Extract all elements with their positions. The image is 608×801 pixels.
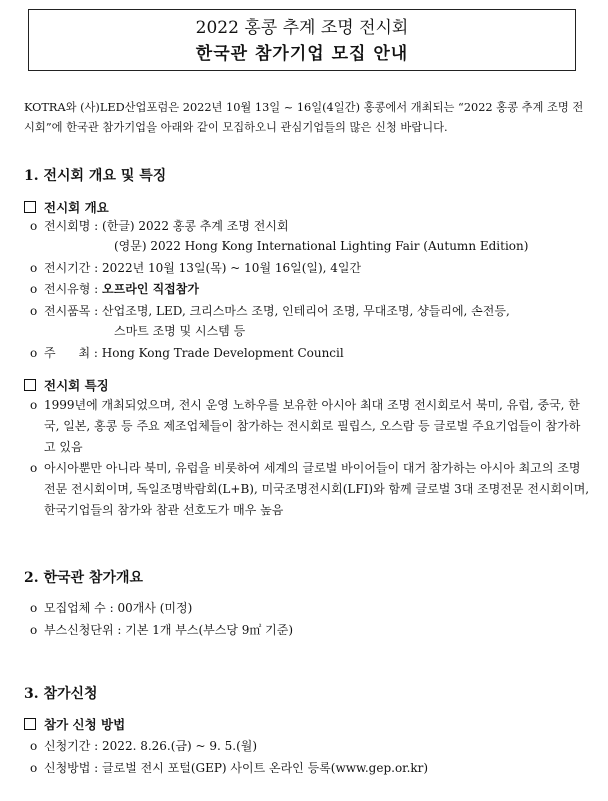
bullet: o xyxy=(30,282,38,296)
exhibition-name-row xyxy=(30,216,289,236)
booth-unit: 부스신청단위 : 기본 1개 부스(부스당 9㎡ 기준) xyxy=(44,623,294,637)
bullet: o xyxy=(30,261,38,275)
section-1-heading: 1. 전시회 개요 및 특징 xyxy=(24,168,167,184)
recruit-count: 모집업체 수 : 00개사 (미정) xyxy=(44,601,193,615)
exhibition-type: 오프라인 직접참가 xyxy=(102,282,199,296)
bullet: o xyxy=(30,304,38,318)
title-line-2: 한국관 참가기업 모집 안내 xyxy=(195,44,409,64)
section-3-heading: 3. 참가신청 xyxy=(24,686,98,702)
exhibition-items-row xyxy=(30,301,510,321)
section-2-heading: 2. 한국관 참가개요 xyxy=(24,570,144,586)
exhibition-name-ko: (한글) 2022 홍콩 추계 조명 전시회 xyxy=(102,219,289,233)
exhibition-period: 2022년 10월 13일(목) ~ 10월 16일(일), 4일간 xyxy=(102,261,362,275)
recruit-count-row xyxy=(30,598,192,618)
bullet: o xyxy=(30,461,38,475)
feature-paragraph-1 xyxy=(30,395,590,458)
exhibition-type-label: 전시유형 : xyxy=(44,282,103,296)
bullet: o xyxy=(30,398,38,412)
exhibition-period-label: 전시기간 : xyxy=(44,261,103,275)
title-box xyxy=(28,9,576,71)
apply-method-row xyxy=(30,758,428,778)
exhibition-name-en: (영문) 2022 Hong Kong International Lighting Fair (Autumn Edition) xyxy=(114,239,529,253)
features-heading-text: 전시회 특징 xyxy=(44,378,109,393)
exhibition-name-label: 전시회명 : xyxy=(44,219,103,233)
bullet: o xyxy=(30,739,38,753)
bullet: o xyxy=(30,346,38,360)
title-line-1: 2022 홍콩 추계 조명 전시회 xyxy=(195,18,409,38)
checkbox-square-icon xyxy=(24,718,36,730)
exhibition-items-line1: 산업조명, LED, 크리스마스 조명, 인테리어 조명, 무대조명, 샹들리에, 손전등, xyxy=(102,304,510,318)
checkbox-square-icon xyxy=(24,201,36,213)
bullet: o xyxy=(30,601,38,615)
feature-paragraph-2 xyxy=(30,458,590,521)
feature-text-2: 아시아뿐만 아니라 북미, 유럽을 비롯하여 세계의 글로벌 바이어들이 대거 참가하는 아시아 최고의 조명전문 전시회이며, 독일조명박람회(L+B), 미국조명전시회(LFI)와 함께 글로벌 3대 조명전문 전시회이며, 한국기업들의 참가와 참관 선호도가 매우 높음 xyxy=(44,461,590,517)
exhibition-type-row xyxy=(30,279,199,299)
apply-method: 신청방법 : 글로벌 전시 포털(GEP) 사이트 온라인 등록(www.gep.or.kr) xyxy=(44,761,429,775)
overview-heading xyxy=(24,198,109,216)
bullet: o xyxy=(30,761,38,775)
feature-text-1: 1999년에 개최되었으며, 전시 운영 노하우를 보유한 아시아 최대 조명 전시회로서 북미, 유럽, 중국, 한국, 일본, 홍콩 등 주요 제조업체들이 참가하는 전시회로 필립스, 오스람 등 글로벌 주요기업들이 참가하고 있음 xyxy=(44,398,581,454)
exhibition-items-line2: 스마트 조명 및 시스템 등 xyxy=(114,324,246,338)
apply-period: 신청기간 : 2022. 8.26.(금) ~ 9. 5.(월) xyxy=(44,739,258,753)
organizer: Hong Kong Trade Development Council xyxy=(101,346,344,360)
features-heading xyxy=(24,376,109,394)
checkbox-square-icon xyxy=(24,379,36,391)
bullet: o xyxy=(30,219,38,233)
intro-paragraph: KOTRA와 (사)LED산업포럼은 2022년 10월 13일 ~ 16일(4일간) 홍콩에서 개최되는 “2022 홍콩 추계 조명 전시회”에 한국관 참가기업을 아래와 같이 모집하오니 관심기업들의 많은 신청 바랍니다. xyxy=(24,101,584,134)
organizer-label: 주 최 : xyxy=(44,346,102,360)
organizer-row xyxy=(30,343,344,363)
exhibition-period-row xyxy=(30,258,361,278)
bullet: o xyxy=(30,623,38,637)
overview-heading-text: 전시회 개요 xyxy=(44,200,109,215)
exhibition-items-label: 전시품목 : xyxy=(44,304,103,318)
apply-method-heading xyxy=(24,715,125,733)
booth-unit-row xyxy=(30,620,293,640)
apply-method-heading-text: 참가 신청 방법 xyxy=(44,717,126,732)
apply-period-row xyxy=(30,736,257,756)
